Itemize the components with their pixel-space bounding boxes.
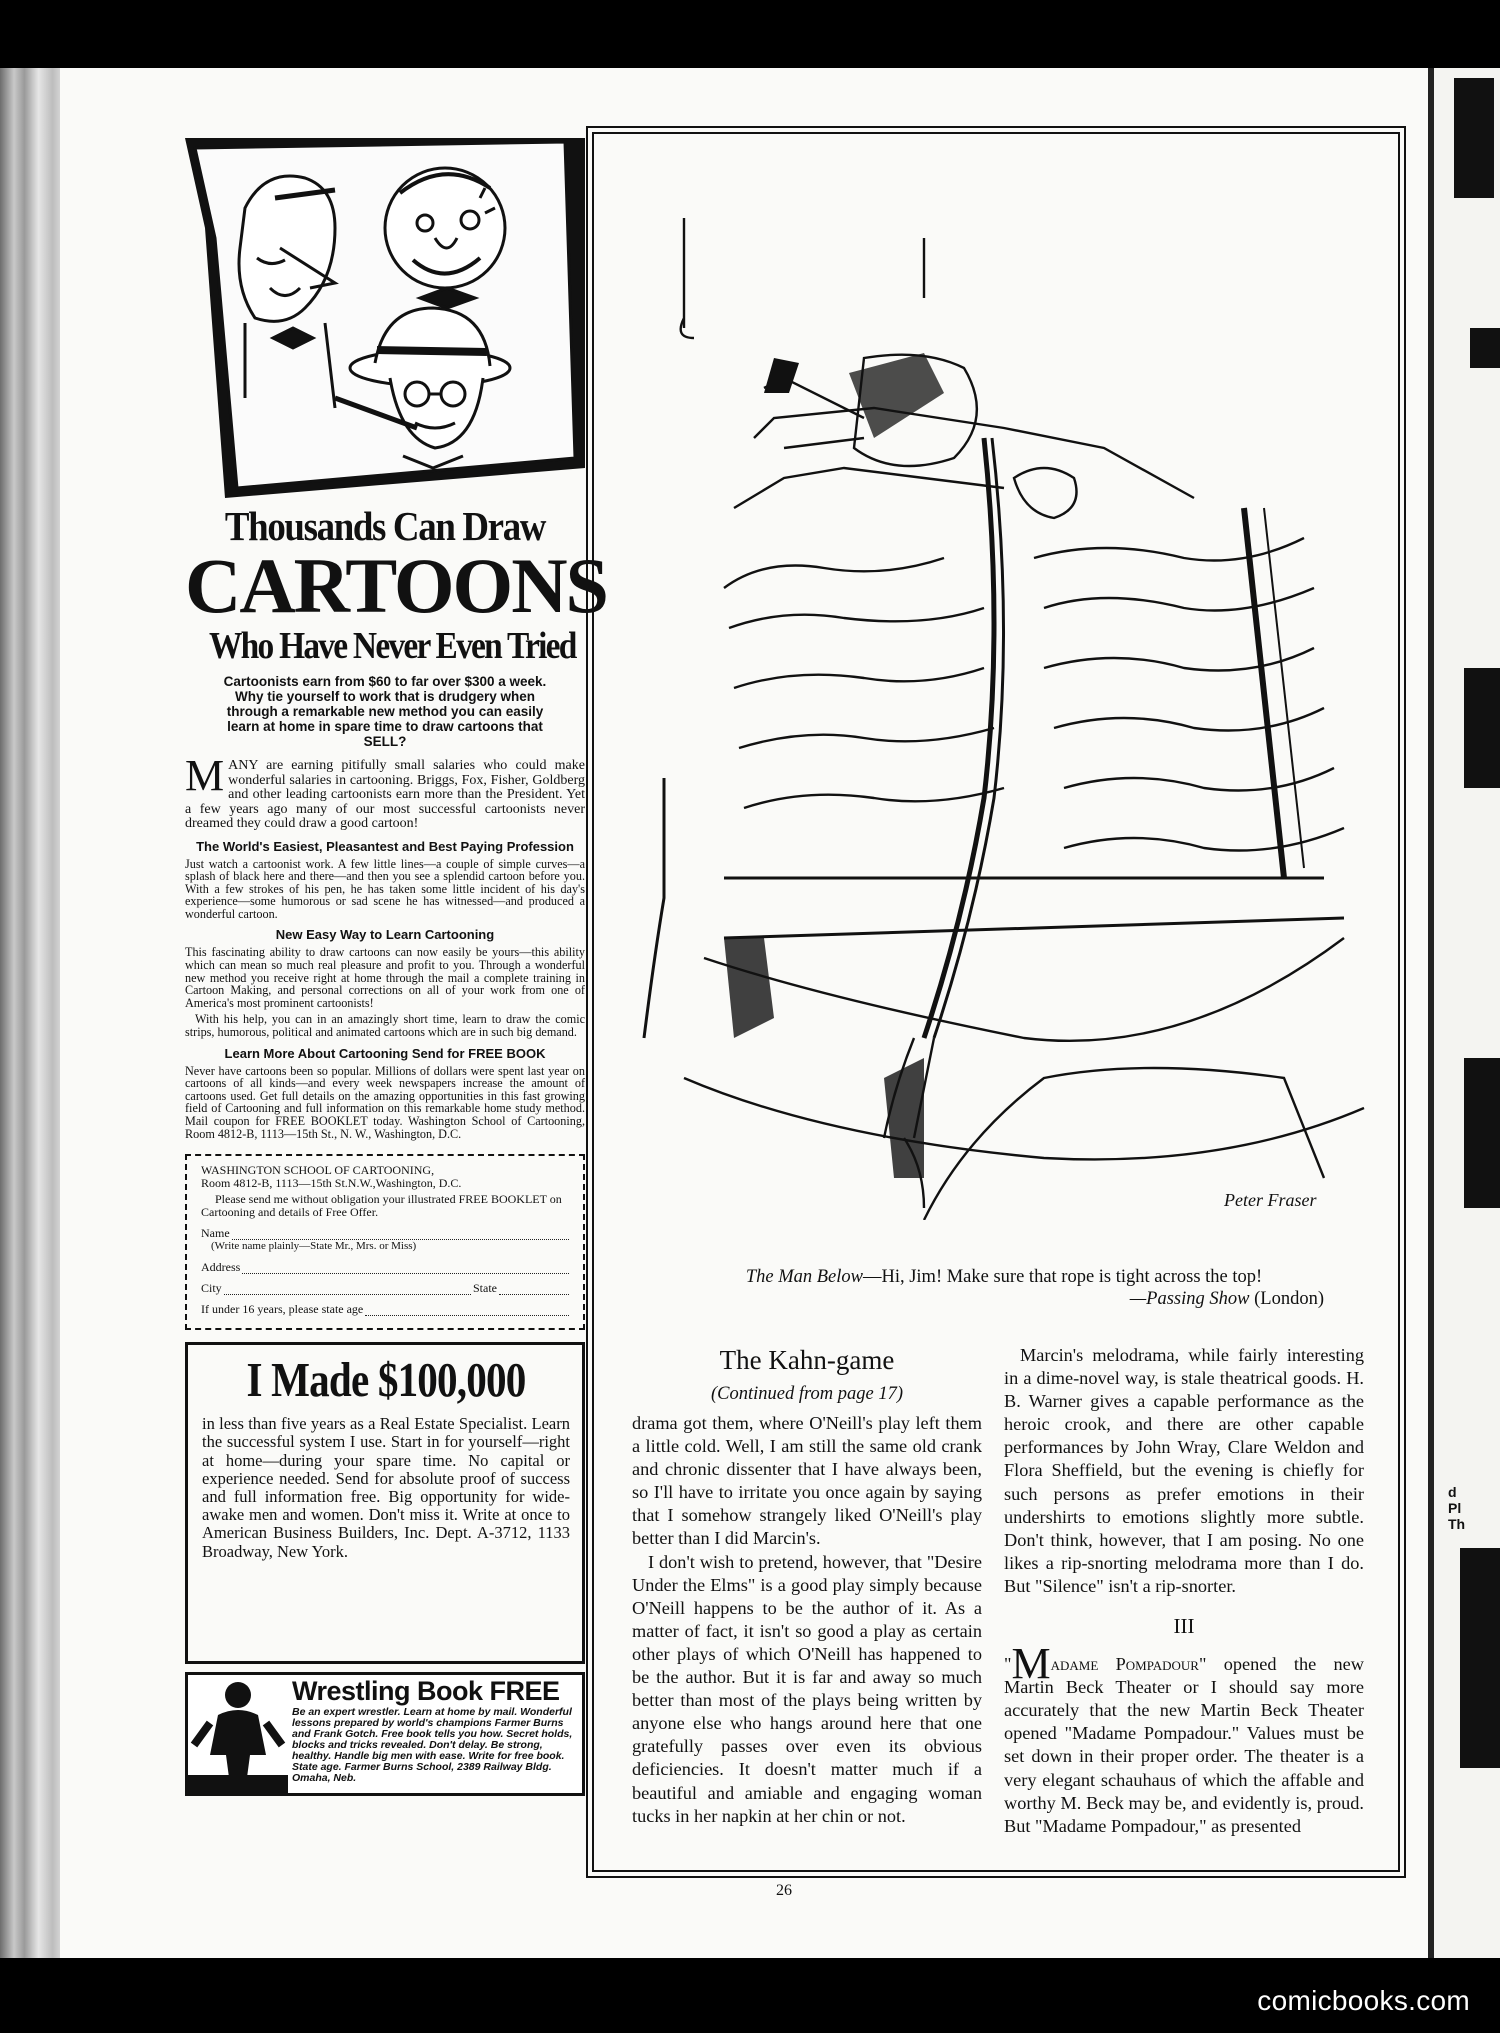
- caption-speaker: The Man Below: [745, 1267, 863, 1287]
- drop-cap: M: [185, 751, 225, 800]
- real-estate-headline: I Made $100,000: [246, 1352, 526, 1408]
- article-paragraph: I don't wish to pretend, however, that "Desire Under the Elms" is a good play simply because O'Neill happens to be the author of it. As a matter of fact, it isn't so good a play as certain other plays of which O'Neill has happened to be the author. But it is far and away so much better than most of the plays being written by anyone else who hangs around here that one gratefully passes over even its obvious deficiencies. It doesn't matter much if a beautiful and amiable and engaging woman tucks in her napkin at her chin or not.: [632, 1551, 982, 1826]
- article-continued-note: (Continued from page 17): [710, 1384, 903, 1404]
- ad-headline-line1: Thousands Can Draw: [224, 503, 546, 549]
- cartoon-faces-illustration: [185, 138, 585, 498]
- site-watermark: comicbooks.com: [1257, 1985, 1470, 2016]
- coupon-school: WASHINGTON SCHOOL OF CARTOONING,: [201, 1163, 435, 1178]
- wrestling-body: Be an expert wrestler. Learn at home by mail. Wonderful lessons prepared by world's champions Farmer Burns and Frank Gotch. Free book tells you how. Secret holds, blocks and tricks revealed. Don't delay. Be strong, healthy. Handle big men with ease. Write for free book. State age. Farmer Burns School, 2389 Railway Bldg. Omaha, Neb.: [292, 1706, 573, 1785]
- ad-headline-cartoons: CARTOONS: [185, 542, 607, 629]
- ad-paragraph-4: With his help, you can in an amazingly short time, learn to draw the comic strips, humorous, political and animated cartoons which are in such big demand.: [185, 1012, 585, 1040]
- ad-subhead-3: Learn More About Cartooning Send for FREE BOOK: [224, 1045, 546, 1061]
- ad-paragraph-2: Just watch a cartoonist work. A few little lines—a couple of simple curves—a splash of black here and there—and then you see a splendid cartoon before you. With a few strokes of his pen, he has taken some little incident of his day's experience—some humorous or sad scene he has witnessed—and produced a wonderful cartoon.: [185, 856, 585, 921]
- page-number: 26: [776, 1882, 792, 1899]
- cartoon-caption: [654, 1266, 1354, 1310]
- strip-text-3: Th: [1448, 1516, 1466, 1532]
- article-paragraph: "Madame Pompadour" opened the new Martin Beck Theater or I should say more accurately that the new Martin Beck Theater opened "Madame Pompadour." Values must be set down in their proper order. The theater is a very elegant schauhaus of which the affable and worthy M. Beck may be, and evidently is, proud. But "Madame Pompadour," as presented: [1004, 1639, 1364, 1836]
- article-column-2: [1004, 1344, 1364, 1838]
- caption-text: —Hi, Jim! Make sure that rope is tight across the top!: [862, 1267, 1263, 1287]
- wrestler-icon: [188, 1675, 288, 1793]
- article-paragraph: drama got them, where O'Neill's play left them a little cold. Well, I am still the same old crank and chronic dissenter that I have always been, so I'll have to irritate you once again by saying that I somehow strangely liked O'Neill's play better than I did Marcin's.: [632, 1413, 982, 1549]
- coupon-name-hint: (Write name plainly—State Mr., Mrs. or Miss): [211, 1240, 417, 1253]
- article-frame: [592, 132, 1400, 1872]
- advertisements-column: [185, 138, 607, 1796]
- real-estate-ad: [185, 1342, 585, 1664]
- coupon-age-field[interactable]: If under 16 years, please state age: [201, 1303, 571, 1316]
- ad-headline-line3: Who Have Never Even Tried: [209, 625, 576, 667]
- coupon-address: Room 4812-B, 1113—15th St.N.W.,Washington, D.C.: [201, 1176, 462, 1191]
- coupon-request: Please send me without obligation your illustrated FREE BOOKLET on Cartooning and details of Free Offer.: [201, 1192, 562, 1220]
- wrestling-ad: [185, 1672, 585, 1796]
- ad-subhead-1: The World's Easiest, Pleasantest and Best Paying Profession: [196, 838, 574, 854]
- strip-text-1: d: [1448, 1484, 1457, 1500]
- coupon-name-field[interactable]: Name: [201, 1227, 571, 1240]
- ad-subhead-2: New Easy Way to Learn Cartooning: [275, 927, 495, 943]
- strip-text-2: Pl: [1448, 1500, 1462, 1516]
- drop-cap: M: [1011, 1639, 1051, 1689]
- mail-coupon[interactable]: [185, 1154, 585, 1330]
- ad-paragraph-3: This fascinating ability to draw cartoons can now easily be yours—this ability which can mean so much real pleasure and profit to you. Through a wonderful new method you receive right at home through the mail a complete training in Cartoon Making, and personal corrections on all of your work from one of America's most prominent cartoonists!: [185, 945, 585, 1010]
- cartoon-illustration: [624, 178, 1374, 1220]
- coupon-city-state-field[interactable]: City State: [201, 1282, 571, 1295]
- cartoon-signature: Peter Fraser: [1224, 1190, 1317, 1210]
- wrestling-headline: Wrestling Book FREE: [292, 1676, 560, 1707]
- real-estate-body: in less than five years as a Real Estate Specialist. Learn the successful system I use. Start in for yourself—right at home—during your spare time. No capital or experience needed. Send for absolute proof of success and full information free. Big opportunity for wide-awake men and women. Don't miss it. Write at once to American Business Builders, Inc. Dept. A-3712, 1133 Broadway, New York.: [202, 1414, 570, 1561]
- ad-paragraph-1: MANY are earning pitifully small salaries who could make wonderful salaries in cartooning. Briggs, Fox, Fisher, Goldberg and other leading cartoonists earn more than the President. Yet a few years ago many of our most successful cartoonists never dreamed they could draw a good cartoon!: [185, 751, 585, 831]
- caption-source-pub: —Passing Show: [1129, 1289, 1250, 1309]
- caption-source-place: (London): [1249, 1289, 1324, 1309]
- section-numeral: III: [1173, 1614, 1195, 1639]
- article-paragraph: Marcin's melodrama, while fairly interesting in a dime-novel way, is stale theatrical goods. H. B. Warner gives a capable performance as the heroic crook, and there are other capable performances by John Wray, Clare Weldon and Flora Sheffield, but the evening is chiefly for such persons as prefer emotions in their undershirts to emotions slightly more subtle. Don't think, however, that I am posing. No one likes a rip-snorting melodrama more than I do. But "Silence" isn't a rip-snorter.: [1004, 1345, 1364, 1596]
- coupon-address-field[interactable]: Address: [201, 1261, 571, 1274]
- article-title: The Kahn-game: [719, 1345, 895, 1375]
- ad-paragraph-5: Never have cartoons been so popular. Millions of dollars were spent last year on cartoons of all kinds—and every week newspapers increase the amount of cartoons used. Get full details on the amazing opportunities in this fast growing field of Cartooning and full information on this remarkable home study method. Mail coupon for FREE BOOKLET today. Washington School of Cartooning, Room 4812-B, 1113—15th St., N. W., Washington, D.C.: [185, 1063, 585, 1141]
- next-page-strip: [1428, 68, 1500, 1958]
- article-column-1: [632, 1344, 982, 1828]
- ad-intro: Cartoonists earn from $60 to far over $300 a week. Why tie yourself to work that is drudgery when through a remarkable new method you can easily learn at home in spare time to draw cartoons that SELL?: [223, 674, 547, 749]
